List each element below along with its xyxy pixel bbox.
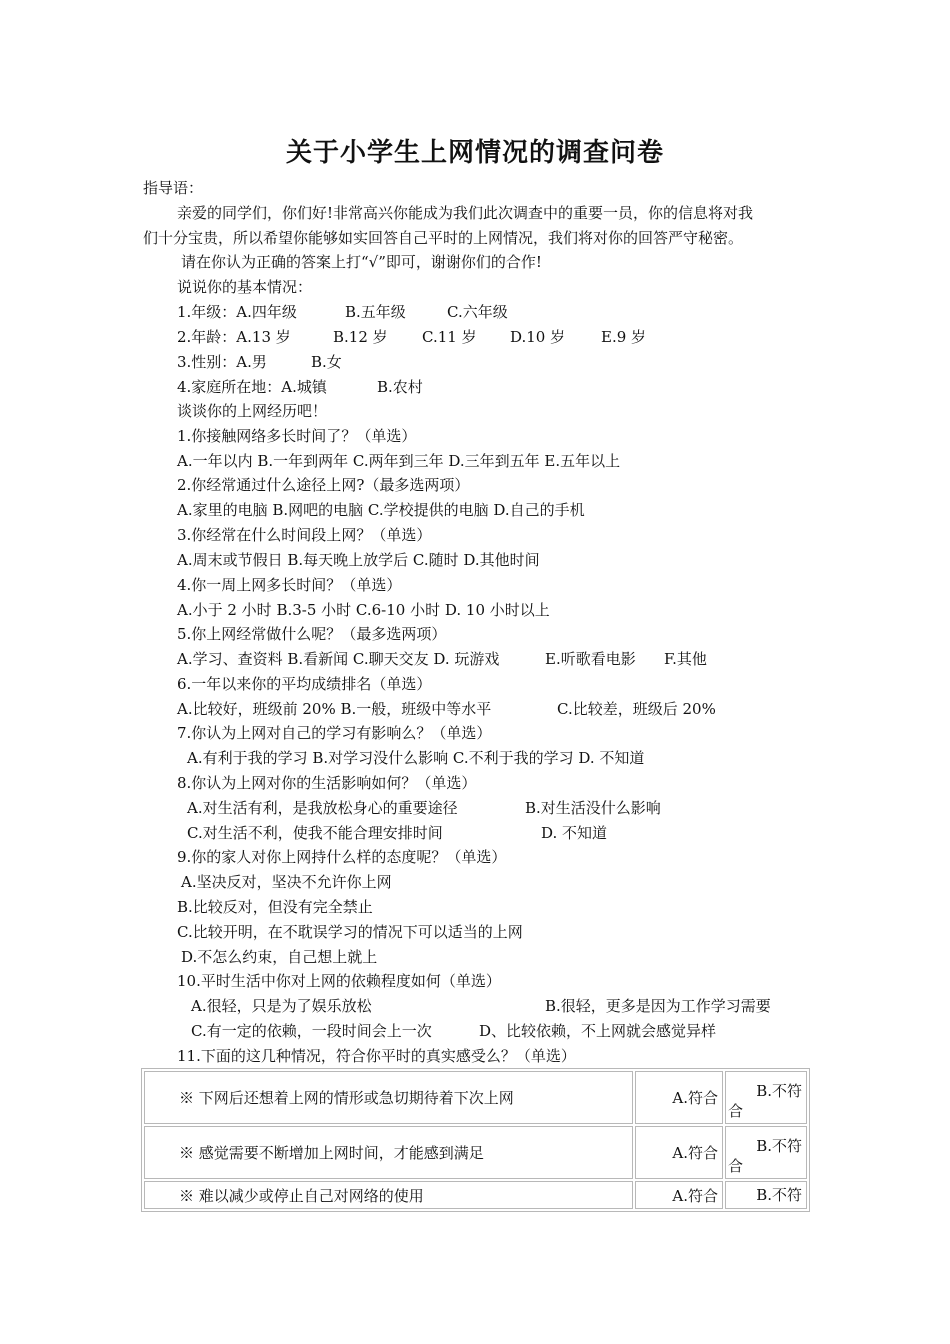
question-1-options[interactable]: A.一年以内 B.一年到两年 C.两年到三年 D.三年到五年 E.五年以上	[177, 452, 621, 470]
question-4: 4.你一周上网多长时间？（单选）	[177, 576, 402, 594]
age-option-d[interactable]: D.10 岁	[510, 328, 566, 346]
question-7: 7.你认为上网对自己的学习有影响么？（单选）	[177, 724, 492, 742]
gender-option-b[interactable]: B.女	[311, 353, 342, 371]
section-experience-heading: 谈谈你的上网经历吧！	[177, 402, 328, 420]
age-option-e[interactable]: E.9 岁	[601, 328, 647, 346]
age-option-c[interactable]: C.11 岁	[422, 328, 477, 346]
table-item: ※ 难以减少或停止自己对网络的使用	[144, 1181, 633, 1209]
question-8: 8.你认为上网对你的生活影响如何？（单选）	[177, 774, 477, 792]
option-disagree-label-wrap: 合	[728, 1102, 744, 1121]
question-6-option-c[interactable]: C.比较差，班级后 20%	[557, 700, 716, 718]
question-8-option-b[interactable]: B.对生活没什么影响	[525, 799, 661, 817]
question-9-option-c[interactable]: C.比较开明，在不耽误学习的情况下可以适当的上网	[177, 923, 523, 941]
section-basic-heading: 说说你的基本情况：	[177, 278, 313, 296]
question-2: 2.你经常通过什么途径上网?（最多选两项）	[177, 476, 470, 494]
question-8-option-d[interactable]: D. 不知道	[541, 824, 608, 842]
option-disagree[interactable]	[725, 1071, 807, 1124]
question-5-option-e[interactable]: E.听歌看电影	[545, 650, 636, 668]
question-2-options[interactable]: A.家里的电脑 B.网吧的电脑 C.学校提供的电脑 D.自己的手机	[177, 501, 585, 519]
table-row	[144, 1181, 807, 1209]
question-4-options[interactable]: A.小于 2 小时 B.3-5 小时 C.6-10 小时 D. 10 小时以上	[177, 601, 550, 619]
option-disagree-label: B.不符	[756, 1082, 802, 1100]
guide-label: 指导语：	[143, 179, 204, 197]
question-9-option-b[interactable]: B.比较反对，但没有完全禁止	[177, 898, 373, 916]
question-10-option-c[interactable]: C.有一定的依赖，一段时间会上一次	[191, 1022, 432, 1040]
question-11: 11.下面的这几种情况，符合你平时的真实感受么？（单选）	[177, 1047, 576, 1065]
question-10-option-a[interactable]: A.很轻，只是为了娱乐放松	[191, 997, 372, 1015]
question-5: 5.你上网经常做什么呢？（最多选两项）	[177, 625, 447, 643]
grade-option-a[interactable]: 1.年级：A.四年级	[177, 303, 297, 321]
question-9-option-d[interactable]: D.不怎么约束，自己想上就上	[181, 948, 378, 966]
question-10-option-b[interactable]: B.很轻，更多是因为工作学习需要	[545, 997, 771, 1015]
intro-line-2: 们十分宝贵，所以希望你能够如实回答自己平时的上网情况，我们将对你的回答严守秘密。	[143, 229, 744, 247]
grade-option-c[interactable]: C.六年级	[447, 303, 508, 321]
gender-option-a[interactable]: 3.性别：A.男	[177, 353, 267, 371]
question-1: 1.你接触网络多长时间了？（单选）	[177, 427, 417, 445]
option-agree[interactable]: A.符合	[635, 1181, 723, 1209]
option-disagree[interactable]	[725, 1126, 807, 1179]
table-item: ※ 下网后还想着上网的情形或急切期待着下次上网	[144, 1071, 633, 1124]
question-9-option-a[interactable]: A.坚决反对，坚决不允许你上网	[181, 873, 392, 891]
age-option-a[interactable]: 2.年龄：A.13 岁	[177, 328, 291, 346]
instruction-text: 请在你认为正确的答案上打“√”即可，谢谢你们的合作!	[181, 253, 542, 271]
option-disagree-label: B.不符	[756, 1137, 802, 1156]
question-8-option-a[interactable]: A.对生活有利，是我放松身心的重要途径	[187, 799, 458, 817]
question-7-options[interactable]: A.有利于我的学习 B.对学习没什么影响 C.不利于我的学习 D. 不知道	[187, 749, 645, 767]
intro-line-1: 亲爱的同学们，你们好!非常高兴你能成为我们此次调查中的重要一员，你的信息将对我	[177, 204, 754, 222]
question-6: 6.一年以来你的平均成绩排名（单选）	[177, 675, 432, 693]
option-disagree[interactable]	[725, 1181, 807, 1209]
table-row	[144, 1126, 807, 1179]
option-agree[interactable]: A.符合	[635, 1071, 723, 1124]
option-agree[interactable]: A.符合	[635, 1126, 723, 1179]
question-6-options[interactable]: A.比较好，班级前 20% B.一般，班级中等水平	[177, 700, 492, 718]
question-10-option-d[interactable]: D、比较依赖，不上网就会感觉异样	[479, 1022, 717, 1040]
home-option-a[interactable]: 4.家庭所在地：A.城镇	[177, 378, 327, 396]
table-row	[144, 1071, 807, 1124]
grade-option-b[interactable]: B.五年级	[345, 303, 406, 321]
age-option-b[interactable]: B.12 岁	[333, 328, 388, 346]
question-8-option-c[interactable]: C.对生活不利，使我不能合理安排时间	[187, 824, 443, 842]
question-3: 3.你经常在什么时间段上网？（单选）	[177, 526, 432, 544]
question-10: 10.平时生活中你对上网的依赖程度如何（单选）	[177, 972, 501, 990]
option-disagree-label-wrap: 合	[728, 1157, 744, 1176]
table-item: ※ 感觉需要不断增加上网时间，才能感到满足	[144, 1126, 633, 1179]
question-5-option-f[interactable]: F.其他	[664, 650, 707, 668]
page-title: 关于小学生上网情况的调查问卷	[285, 138, 664, 168]
question-9: 9.你的家人对你上网持什么样的态度呢？（单选）	[177, 848, 507, 866]
home-option-b[interactable]: B.农村	[377, 378, 423, 396]
question-5-options[interactable]: A.学习、查资料 B.看新闻 C.聊天交友 D. 玩游戏	[177, 650, 500, 668]
question-3-options[interactable]: A.周末或节假日 B.每天晚上放学后 C.随时 D.其他时间	[177, 551, 540, 569]
feelings-table	[141, 1068, 810, 1212]
option-disagree-label: B.不符	[756, 1186, 802, 1205]
